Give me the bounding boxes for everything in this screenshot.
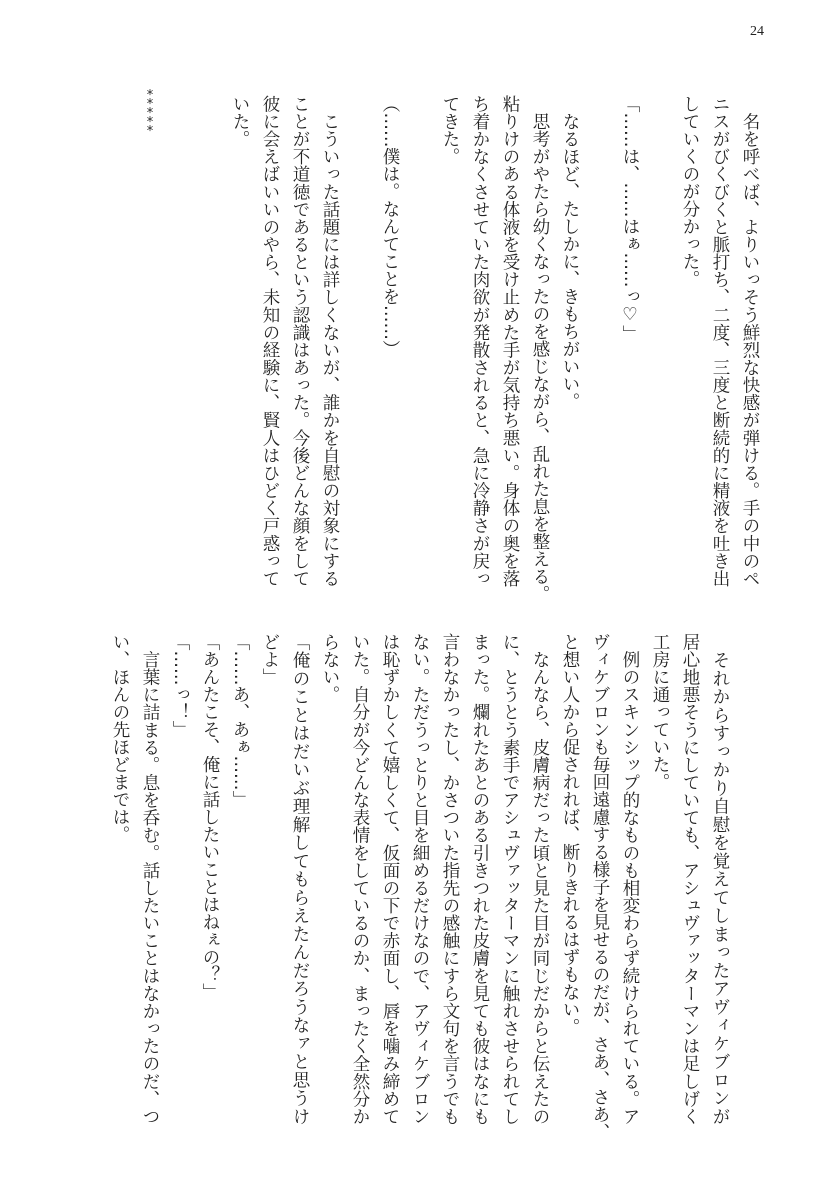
lower-text-tier bbox=[105, 633, 765, 1141]
text-line: 言葉に詰まる。息を呑む。話したいことはなかったのだ、つ bbox=[140, 633, 160, 1125]
text-line: ない。ただうっとりと目を細めるだけなので、アヴィケブロン bbox=[410, 633, 430, 1125]
section-break bbox=[135, 88, 165, 587]
text-line: ことが不道徳であるという認識はあった。今後どんな顔をして bbox=[290, 95, 310, 587]
upper-text-tier bbox=[135, 88, 765, 603]
text-line: 居心地悪そうにしていても、アシュヴァッターマンは足しげく bbox=[680, 633, 700, 1125]
blank-line bbox=[585, 95, 615, 587]
text-line: いた。自分が今どんな表情をしているのか、まったく全然分か bbox=[350, 633, 370, 1125]
dialogue-line: 「あんたこそ、俺に話したいことはねぇの？」 bbox=[200, 633, 220, 1001]
text-line: 例のスキンシップ的なものも相変わらず続けられている。ア bbox=[620, 633, 640, 1125]
text-line: は恥ずかしくて嬉しくて、仮面の下で赤面し、唇を噛み締めて bbox=[380, 633, 400, 1125]
text-line: なんなら、皮膚病だった頃と見た目が同じだからと伝えたの bbox=[530, 633, 550, 1125]
text-line: に、とうとう素手でアシュヴァッターマンに触れさせられてし bbox=[500, 633, 520, 1125]
text-line: していくのが分かった。 bbox=[680, 95, 700, 288]
text-line: ヴィケブロンも毎回遠慮する様子を見せるのだが、さあ、さあ、 bbox=[590, 633, 610, 1141]
text-line: 粘りけのある体液を受け止めた手が気持ち悪い。身体の奥を落 bbox=[500, 95, 520, 587]
dialogue-line: 「俺のことはだいぶ理解してもらえたんだろうなァと思うけ bbox=[290, 633, 310, 1125]
dialogue-line: どよ」 bbox=[260, 633, 280, 686]
text-line: それからすっかり自慰を覚えてしまったアヴィケブロンが bbox=[710, 633, 730, 1125]
blank-line bbox=[405, 95, 435, 587]
blank-line bbox=[735, 633, 765, 1125]
dialogue-line: 「……あ、あぁ……」 bbox=[230, 633, 250, 808]
section-break-asterisks: ***** bbox=[146, 88, 154, 139]
text-line: なるほど、たしかに、きもちがいい。 bbox=[560, 95, 580, 410]
blank-line bbox=[345, 95, 375, 587]
text-line: こういった話題には詳しくないが、誰かを自慰の対象にする bbox=[320, 95, 340, 587]
text-line: らない。 bbox=[320, 633, 340, 703]
dialogue-line: 「……は、……はぁ……っ♡」 bbox=[620, 95, 640, 343]
text-line: 工房に通っていた。 bbox=[650, 633, 670, 791]
text-line: い、ほんの先ほどまでは。 bbox=[110, 633, 130, 843]
text-line: と想い人から促されれば、断りきれるはずもない。 bbox=[560, 633, 580, 1036]
blank-line bbox=[645, 95, 675, 587]
blank-line bbox=[165, 95, 195, 587]
blank-line bbox=[195, 95, 225, 587]
text-line: いた。 bbox=[230, 95, 250, 148]
text-line: 名を呼べば、よりいっそう鮮烈な快感が弾ける。手の中のペ bbox=[740, 95, 760, 587]
text-line: 言わなかったし、かさついた指先の感触にすら文句を言うでも bbox=[440, 633, 460, 1125]
text-line: まった。爛れたあとのある引きつれた皮膚を見ても彼はなにも bbox=[470, 633, 490, 1125]
text-line: ニスがびくびくと脈打ち、二度、三度と断続的に精液を吐き出 bbox=[710, 95, 730, 587]
text-line: ち着かなくさせていた肉欲が発散されると、急に冷静さが戻っ bbox=[470, 95, 490, 587]
text-line: 彼に会えばいいのやら、未知の経験に、賢人はひどく戸惑って bbox=[260, 95, 280, 587]
text-line: てきた。 bbox=[440, 95, 460, 165]
page-number: 24 bbox=[750, 24, 764, 39]
inner-monologue-line: （……僕は。なんてことを……） bbox=[380, 95, 400, 358]
text-line: 思考がやたら幼くなったのを感じながら、乱れた息を整える。 bbox=[530, 95, 550, 603]
dialogue-line: 「……っ！」 bbox=[170, 633, 190, 738]
